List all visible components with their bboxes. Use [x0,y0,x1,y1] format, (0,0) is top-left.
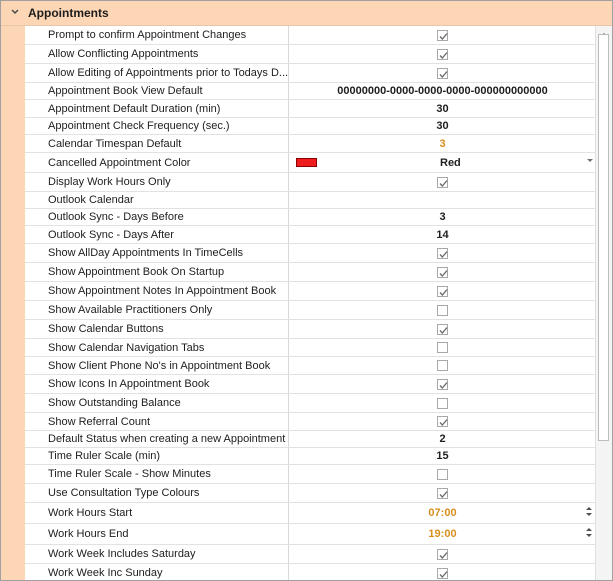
property-value[interactable] [290,503,595,523]
property-value[interactable] [290,357,595,374]
color-name: Red [440,156,461,169]
property-checkbox[interactable] [437,177,448,188]
property-value[interactable] [290,465,595,483]
property-row[interactable] [25,484,595,503]
property-value-text: 19:00 [428,528,457,540]
spin-down-icon[interactable] [586,513,592,516]
property-label: Allow Editing of Appointments prior to Todays D... [25,64,289,82]
property-row[interactable] [25,564,595,581]
property-row[interactable] [25,524,595,545]
property-value[interactable] [290,301,595,319]
property-value-text: 2 [439,433,446,445]
property-label: Use Consultation Type Colours [25,484,289,502]
property-checkbox[interactable] [437,469,448,480]
property-row[interactable] [25,431,595,448]
property-value[interactable] [290,484,595,502]
property-value-text: 3 [439,211,446,223]
property-label: Appointment Default Duration (min) [25,100,289,117]
property-label: Show AllDay Appointments In TimeCells [25,244,289,262]
property-checkbox[interactable] [437,30,448,41]
property-label: Show Calendar Navigation Tabs [25,339,289,356]
spin-buttons[interactable] [585,506,592,520]
property-value[interactable] [290,118,595,134]
property-value-text: 15 [436,450,449,462]
property-label: Time Ruler Scale - Show Minutes [25,465,289,483]
property-row[interactable] [25,244,595,263]
category-title: Appointments [28,6,109,20]
property-checkbox[interactable] [437,416,448,427]
property-label: Allow Conflicting Appointments [25,45,289,63]
property-value[interactable] [290,564,595,581]
category-header-appointments[interactable] [1,1,612,26]
property-row[interactable] [25,357,595,375]
property-value[interactable] [290,524,595,544]
property-row[interactable] [25,153,595,173]
property-label: Work Hours Start [25,503,289,523]
scrollbar-thumb[interactable] [598,34,609,441]
property-value[interactable] [290,545,595,563]
property-label: Work Week Includes Saturday [25,545,289,563]
property-label: Display Work Hours Only [25,173,289,191]
property-row[interactable] [25,263,595,282]
property-row[interactable] [25,301,595,320]
property-value[interactable] [290,320,595,338]
property-label: Prompt to confirm Appointment Changes [25,26,289,44]
property-row[interactable] [25,503,595,524]
property-checkbox[interactable] [437,305,448,316]
property-row[interactable] [25,545,595,564]
property-row[interactable] [25,375,595,394]
property-label: Outlook Calendar [25,192,289,208]
property-label: Appointment Check Frequency (sec.) [25,118,289,134]
property-row[interactable] [25,192,595,209]
property-label: Cancelled Appointment Color [25,153,289,172]
property-row[interactable] [25,448,595,465]
property-value[interactable] [290,83,595,99]
property-row[interactable] [25,45,595,64]
property-value[interactable] [290,263,595,281]
property-checkbox[interactable] [437,49,448,60]
property-checkbox[interactable] [437,324,448,335]
property-label: Time Ruler Scale (min) [25,448,289,464]
chevron-down-icon[interactable] [9,6,21,18]
property-label: Appointment Book View Default [25,83,289,99]
property-checkbox[interactable] [437,267,448,278]
property-row[interactable] [25,64,595,83]
property-value[interactable] [290,209,595,225]
property-checkbox[interactable] [437,248,448,259]
property-value[interactable] [290,431,595,447]
property-row[interactable] [25,209,595,226]
property-value-text: 07:00 [428,507,457,519]
property-label: Default Status when creating a new Appointment [25,431,289,447]
property-value[interactable] [290,153,595,172]
property-label: Outlook Sync - Days Before [25,209,289,225]
property-checkbox[interactable] [437,68,448,79]
property-checkbox[interactable] [437,360,448,371]
property-row[interactable] [25,173,595,192]
property-value[interactable] [290,100,595,117]
property-value[interactable] [290,135,595,152]
property-value[interactable] [290,226,595,243]
property-label: Calendar Timespan Default [25,135,289,152]
spin-buttons[interactable] [585,527,592,541]
property-row[interactable] [25,282,595,301]
property-value[interactable] [290,448,595,464]
property-value[interactable] [290,244,595,262]
property-checkbox[interactable] [437,488,448,499]
property-row[interactable] [25,394,595,413]
property-checkbox[interactable] [437,568,448,579]
property-value[interactable] [290,282,595,300]
property-value[interactable] [290,394,595,412]
property-checkbox[interactable] [437,379,448,390]
property-value-text: 3 [439,137,446,150]
property-row[interactable] [25,83,595,100]
property-value[interactable] [290,375,595,393]
property-value-text: 14 [436,228,449,241]
spin-up-icon[interactable] [586,528,592,531]
property-checkbox[interactable] [437,398,448,409]
property-label: Show Client Phone No's in Appointment Book [25,357,289,374]
property-label: Show Appointment Book On Startup [25,263,289,281]
spin-up-icon[interactable] [586,507,592,510]
property-row[interactable] [25,26,595,45]
dropdown-arrow-icon[interactable] [587,159,593,162]
property-value[interactable] [290,192,595,208]
property-value[interactable] [290,26,595,44]
property-label: Outlook Sync - Days After [25,226,289,243]
property-checkbox[interactable] [437,342,448,353]
vertical-scrollbar[interactable] [595,26,612,581]
property-label: Show Icons In Appointment Book [25,375,289,393]
property-rows [25,26,595,581]
property-value[interactable] [290,45,595,63]
property-value[interactable] [290,339,595,356]
property-row[interactable] [25,118,595,135]
property-row[interactable] [25,226,595,244]
property-row[interactable] [25,320,595,339]
property-label: Work Hours End [25,524,289,544]
property-label: Show Outstanding Balance [25,394,289,412]
property-row[interactable] [25,339,595,357]
property-value-text: 30 [436,102,449,115]
property-row[interactable] [25,100,595,118]
property-label: Show Referral Count [25,413,289,430]
color-swatch [296,158,317,167]
property-label: Show Available Practitioners Only [25,301,289,319]
property-value[interactable] [290,64,595,82]
property-value-text: 30 [436,120,449,132]
property-value[interactable] [290,173,595,191]
category-gutter [1,26,25,581]
property-row[interactable] [25,135,595,153]
property-value[interactable] [290,413,595,430]
property-row[interactable] [25,413,595,431]
property-checkbox[interactable] [437,549,448,560]
property-label: Show Appointment Notes In Appointment Book [25,282,289,300]
spin-down-icon[interactable] [586,534,592,537]
property-checkbox[interactable] [437,286,448,297]
property-label: Work Week Inc Sunday [25,564,289,581]
property-row[interactable] [25,465,595,484]
property-label: Show Calendar Buttons [25,320,289,338]
property-value-text: 00000000-0000-0000-0000-000000000000 [337,85,548,97]
